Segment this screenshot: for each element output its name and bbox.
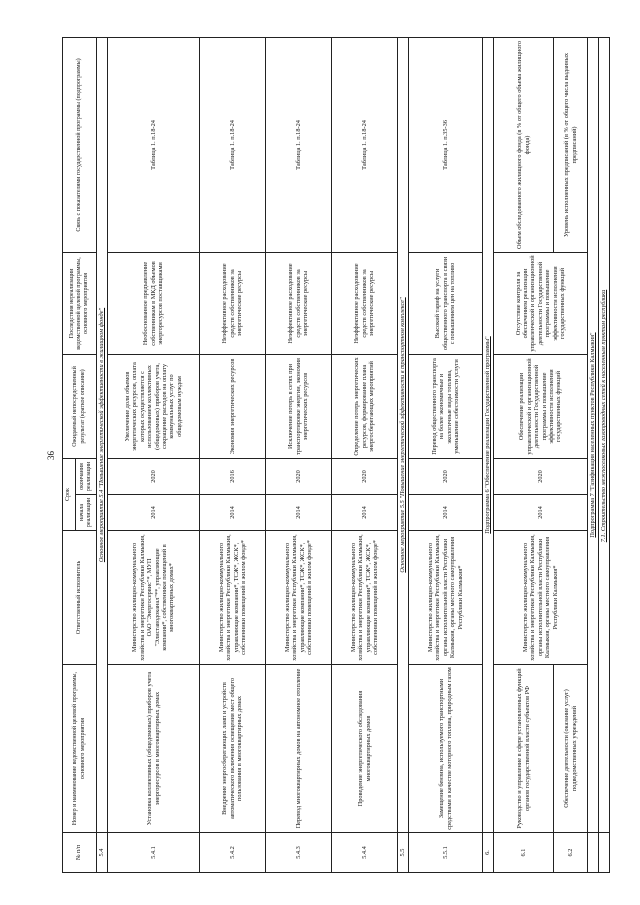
section-title (398, 37, 409, 832)
header-link: Связь с показателями государственной программы (подпрограммы) (63, 37, 97, 252)
row-name: Перевод многоквартирных домов на автономное отопление (266, 665, 332, 833)
table-row (398, 37, 409, 872)
subprogram-title-text: Подпрограмма 7 "Газификация населенных пунктов Республики Калмыкия" (589, 332, 597, 538)
row-responsible: Министерство жилищно-коммунального хозяйства и энергетики Республики Калмыкия, управляющие компании*, ТСЖ*, ЖСК*, собственники помещений в жилом фонде* (200, 531, 266, 665)
section-title-text: Основное мероприятие 5.5 "Повышение энергетической эффективности в транспортном комплексе" (399, 297, 407, 573)
header-row-1 (63, 37, 76, 872)
row-num: 5.4 (97, 833, 108, 873)
row-end: 2020 (494, 458, 588, 494)
row-name: Установка коллективных (общедомовых) приборов учета энергоресурсов в многоквартирных домах (108, 665, 200, 833)
rotated-page (40, 38, 610, 873)
header-num: № п/п (63, 833, 97, 873)
row-end: 2020 (409, 458, 483, 494)
row-end: 2016 (200, 458, 266, 494)
row-start: 2014 (108, 495, 200, 531)
row-num: 5.4.1 (108, 833, 200, 873)
table-row (599, 37, 610, 872)
subprogram-title (588, 37, 599, 832)
row-responsible: Министерство жилищно-коммунального хозяйства и энергетики Республики Калмыкия, управляющие компании*, ТСЖ*, ЖСК*, собственники помещений в жилом фонде* (266, 531, 332, 665)
program-table (62, 37, 610, 873)
row-link: Таблица 1. п.18-24 (266, 37, 332, 252)
row-num-empty (588, 833, 599, 873)
row-link: Уровень исполненных предписаний (в % от общего числа выданных предписаний) (554, 37, 588, 252)
page-number: 36 (46, 451, 56, 460)
subprogram-title-text: Подпрограмма 6 "Обеспечение реализации Государственной программы" (484, 336, 492, 534)
table-row (483, 37, 494, 872)
row-responsible: Министерство жилищно-коммунального хозяйства и энергетики Республики Калмыкия, органы исполнительной власти Республики Калмыкия, органы местного самоуправления Республики Калмыкия* (409, 531, 483, 665)
row-responsible: Министерство жилищно-коммунального хозяйства и энергетики Республики Калмыкия, ОАО "Энергосервис"*, МУП "Элиставодоканал"**, управляющие компании*, собственники помещений в многоквартирных домах* (108, 531, 200, 665)
row-expected: Обеспечение реализации управленческой и организационной деятельности Государственной программы и повышение эффективности исполнения государственных функций (494, 354, 588, 458)
row-start: 2014 (409, 495, 483, 531)
row-start: 2014 (200, 495, 266, 531)
table-row (266, 37, 332, 872)
row-num: 6.1 (494, 833, 554, 873)
row-expected: Экономия энергетических ресурсов (200, 354, 266, 458)
row-name: Проведение энергетического обследования многоквартирных домов (332, 665, 398, 833)
row-num: 6. (483, 833, 494, 873)
row-expected: Увеличение доли объемов энергетических ресурсов, оплата которых осуществляется с использованием коллективных (общедомовых) приборов учета, сокращение расходов на оплату коммунальных услуг по общедомовым нуждам (108, 354, 200, 458)
row-link: Таблица 1. п.18-24 (200, 37, 266, 252)
row-link: Объем обследованного жилищного фонда (в % от общего объема жилищного фонда) (494, 37, 554, 252)
header-expected: Ожидаемый непосредственный результат (краткое описание) (63, 354, 97, 458)
subprogram-title (483, 37, 494, 832)
section-title (97, 37, 108, 832)
row-link: Таблица 1. п.35-36 (409, 37, 483, 252)
header-consequences: Последствия нереализации ведомственной целевой программы, основного мероприятия (63, 252, 97, 354)
row-num: 5.5.1 (409, 833, 483, 873)
row-link: Таблица 1. п.18-24 (332, 37, 398, 252)
row-name: Внедрение энергосберегающих ламп и устройств автоматического включения освещения мест общего пользования в многоквартирных домах (200, 665, 266, 833)
row-expected: Исключение потерь в сетях при транспортировке энергии, экономия энергетических ресурсов (266, 354, 332, 458)
row-start: 2014 (494, 495, 588, 531)
row-start: 2014 (332, 495, 398, 531)
row-name: Обеспечение деятельности (оказание услуг) подведомственных учреждений (554, 665, 588, 833)
table-row (494, 37, 554, 872)
row-num-empty (599, 833, 610, 873)
row-consequences: Неэффективное расходование средств собственников за энергетические ресурсы (266, 252, 332, 354)
row-end: 2020 (108, 458, 200, 494)
header-start: начала реализации (75, 495, 96, 531)
table-row (588, 37, 599, 872)
row-responsible: Министерство жилищно-коммунального хозяйства и энергетики Республики Калмыкия, органы исполнительной власти Республики Калмыкия, органы местного самоуправления Республики Калмыкия* (494, 531, 588, 665)
row-consequences: Неэффективное расходование средств собственников за энергетические ресурсы (200, 252, 266, 354)
row-end: 2020 (332, 458, 398, 494)
header-responsible: Ответственный исполнитель (63, 531, 97, 665)
header-term: Срок (63, 458, 76, 530)
row-num: 6.2 (554, 833, 588, 873)
row-num: 5.4.3 (266, 833, 332, 873)
row-num: 5.4.2 (200, 833, 266, 873)
row-name: Руководство и управление в сфере установленных функций органов государственной власти субъектов РФ (494, 665, 554, 833)
section-title (599, 37, 610, 832)
table-row (200, 37, 266, 872)
header-name: Номер и наименование ведомственной целевой программы, основного мероприятия (63, 665, 97, 833)
row-consequences: Неэффективное расходование средств собственников за энергетические ресурсы (332, 252, 398, 354)
row-consequences: Необоснованное предъявление собственникам в МКД объемов энергоресурсов поставщиками (108, 252, 200, 354)
row-start: 2014 (266, 495, 332, 531)
row-num: 5.5 (398, 833, 409, 873)
row-consequences: Отсутствие контроля за обеспечением реализации управленческой и организационной деятельности Государственной программы и повышение эффективности исполнения государственных функций (494, 252, 588, 354)
row-consequences: Высокий тариф на услуги общественного транспорта в связи с повышением цен на топливо (409, 252, 483, 354)
table-row (332, 37, 398, 872)
row-name: Замещение бензина, используемого транспортными средствами в качестве моторного топлива, природным газом (409, 665, 483, 833)
header-end: окончания реализации (75, 458, 96, 494)
section-title-text: Основное мероприятие 5.4 "Повышение энергетической эффективности в жилищном фонде" (98, 307, 106, 563)
row-expected: Перевод общественного транспорта на более экономичные и экологичные виды топлива, уменьшение себестоимости услуги (409, 354, 483, 458)
row-end: 2020 (266, 458, 332, 494)
row-num: 5.4.4 (332, 833, 398, 873)
table-row (409, 37, 483, 872)
row-link: Таблица 1. п.18-24 (108, 37, 200, 252)
row-expected: Определение потерь энергетических ресурсов, формирование плана энергосберегающих мероприятий (332, 354, 398, 458)
table-row (108, 37, 200, 872)
table-row (97, 37, 108, 872)
section-title-text: 7.1. Строительство межпоселковых газопроводных сетей к населенным пунктам республики (600, 289, 608, 543)
row-responsible: Министерство жилищно-коммунального хозяйства и энергетики Республики Калмыкия, управляющие компании*, ТСЖ*, ЖСК*, собственники помещений в жилом фонде* (332, 531, 398, 665)
